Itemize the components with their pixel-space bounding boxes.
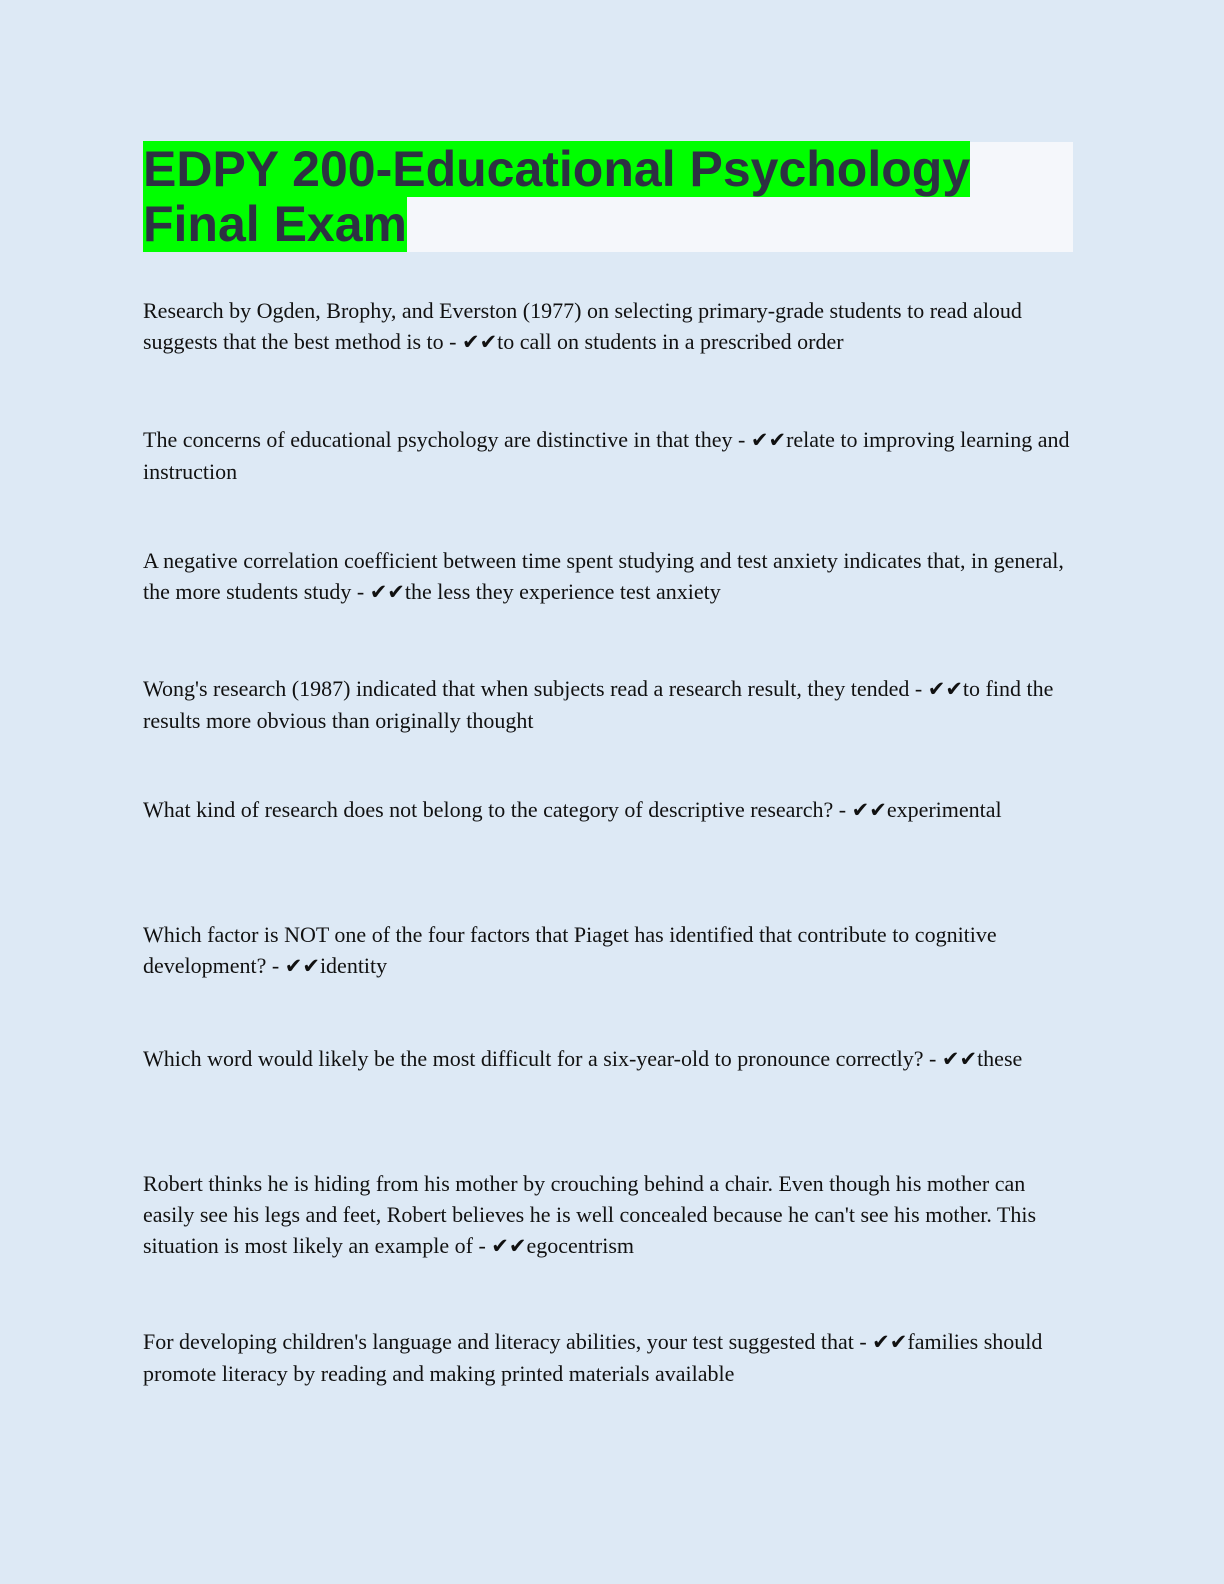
check-mark-icon: ✔✔ (491, 1234, 527, 1258)
question-text: Wong's research (1987) indicated that when subjects read a research result, they tended - (143, 676, 928, 701)
question-text: Robert thinks he is hiding from his mother by crouching behind a chair. Even though his mother can easily see his legs and feet, Robert believes he is well concealed because he can't see his mother. This situation is most likely an example of - (143, 1171, 1037, 1258)
qa-item (143, 1043, 1073, 1075)
question-text: Which factor is NOT one of the four factors that Piaget has identified that contribute to cognitive development? - (143, 922, 997, 978)
check-mark-icon: ✔✔ (284, 954, 320, 978)
check-mark-icon: ✔✔ (872, 1330, 908, 1354)
check-mark-icon: ✔✔ (851, 798, 887, 822)
document-title (143, 142, 1068, 252)
qa-item (143, 295, 1073, 358)
answer-text: these (977, 1046, 1023, 1071)
qa-item (143, 1168, 1073, 1262)
qa-item (143, 424, 1073, 487)
title-text: EDPY 200-Educational Psychology Final Exam (143, 141, 971, 252)
qa-item (143, 794, 1073, 826)
answer-text: relate to improving learning and instruction (143, 427, 1070, 484)
qa-item (143, 673, 1073, 736)
answer-text: egocentrism (526, 1233, 635, 1258)
question-text: Which word would likely be the most difficult for a six-year-old to pronounce correctly? - (143, 1046, 942, 1071)
answer-text: identity (319, 953, 388, 978)
qa-item (143, 919, 1073, 982)
answer-text: the less they experience test anxiety (404, 579, 721, 604)
answer-text: to call on students in a prescribed order (497, 329, 844, 354)
qa-item (143, 545, 1073, 608)
question-text: For developing children's language and literacy abilities, your test suggested that - (143, 1329, 873, 1354)
question-text: The concerns of educational psychology are distinctive in that they - (143, 427, 751, 452)
check-mark-icon: ✔✔ (941, 1047, 978, 1071)
answer-text: to find the results more obvious than originally thought (143, 676, 1054, 733)
check-mark-icon: ✔✔ (369, 580, 405, 604)
qa-item (143, 1326, 1073, 1389)
answer-text: experimental (886, 797, 1002, 822)
answer-text: families should promote literacy by reading and making printed materials available (143, 1329, 1043, 1386)
question-text: What kind of research does not belong to the category of descriptive research? - (143, 797, 852, 822)
check-mark-icon: ✔✔ (750, 428, 787, 452)
check-mark-icon: ✔✔ (461, 330, 498, 354)
check-mark-icon: ✔✔ (927, 677, 963, 701)
question-text: Research by Ogden, Brophy, and Everston (1977) on selecting primary-grade students to read aloud suggests that the best method is to - (143, 298, 1022, 354)
question-text: A negative correlation coefficient between time spent studying and test anxiety indicates that, in general, the more students study - (143, 548, 1064, 604)
